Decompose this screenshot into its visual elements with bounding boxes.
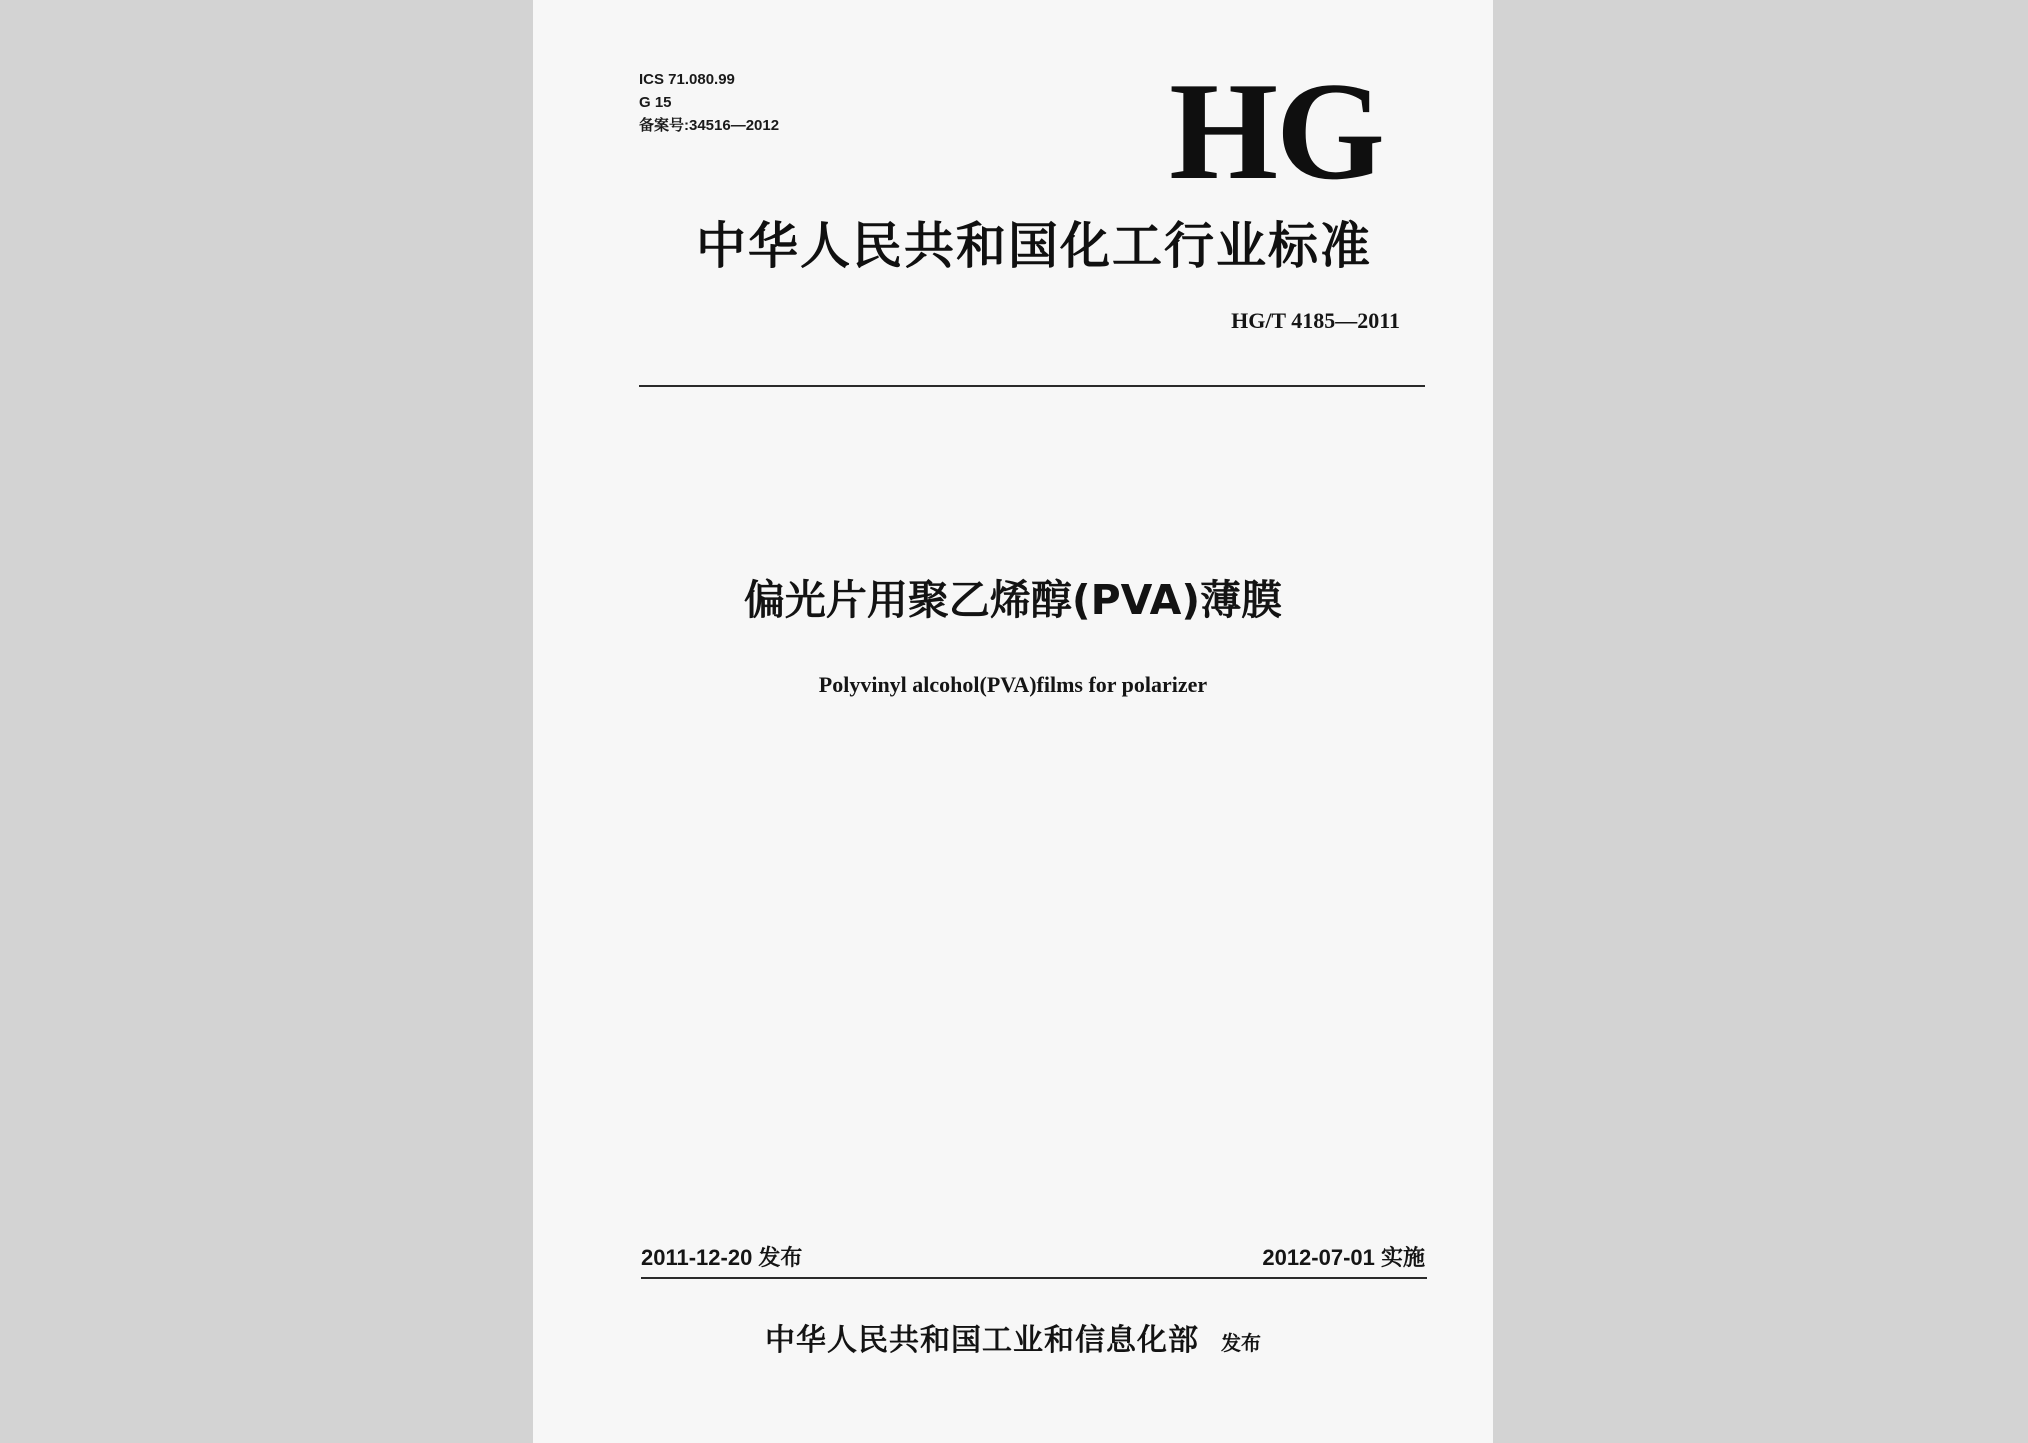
ics-code: ICS 71.080.99 [639, 71, 735, 88]
date-row [641, 1240, 1425, 1276]
top-divider [639, 385, 1425, 387]
publisher-row [533, 1316, 1493, 1370]
classification-code: G 15 [639, 94, 672, 111]
issue-date: 2011-12-20 发布 [641, 1245, 803, 1270]
document-meta [639, 68, 779, 137]
publish-verb: 发布 [1221, 1331, 1261, 1355]
filing-number: 备案号:34516—2012 [639, 117, 780, 134]
bottom-divider [641, 1277, 1427, 1279]
hg-logo: HG [1169, 54, 1383, 209]
publisher-name: 中华人民共和国工业和信息化部 [765, 1323, 1199, 1358]
english-title: Polyvinyl alcohol(PVA)films for polarizer [818, 672, 1208, 697]
document-page [533, 0, 1493, 1443]
implementation-date: 2012-07-01 实施 [1262, 1245, 1425, 1270]
chinese-title: 偏光片用聚乙烯醇(PVA)薄膜 [743, 576, 1283, 624]
standard-category-title: 中华人民共和国化工行业标准 [696, 217, 1372, 275]
standard-code: HG/T 4185—2011 [1231, 308, 1400, 333]
